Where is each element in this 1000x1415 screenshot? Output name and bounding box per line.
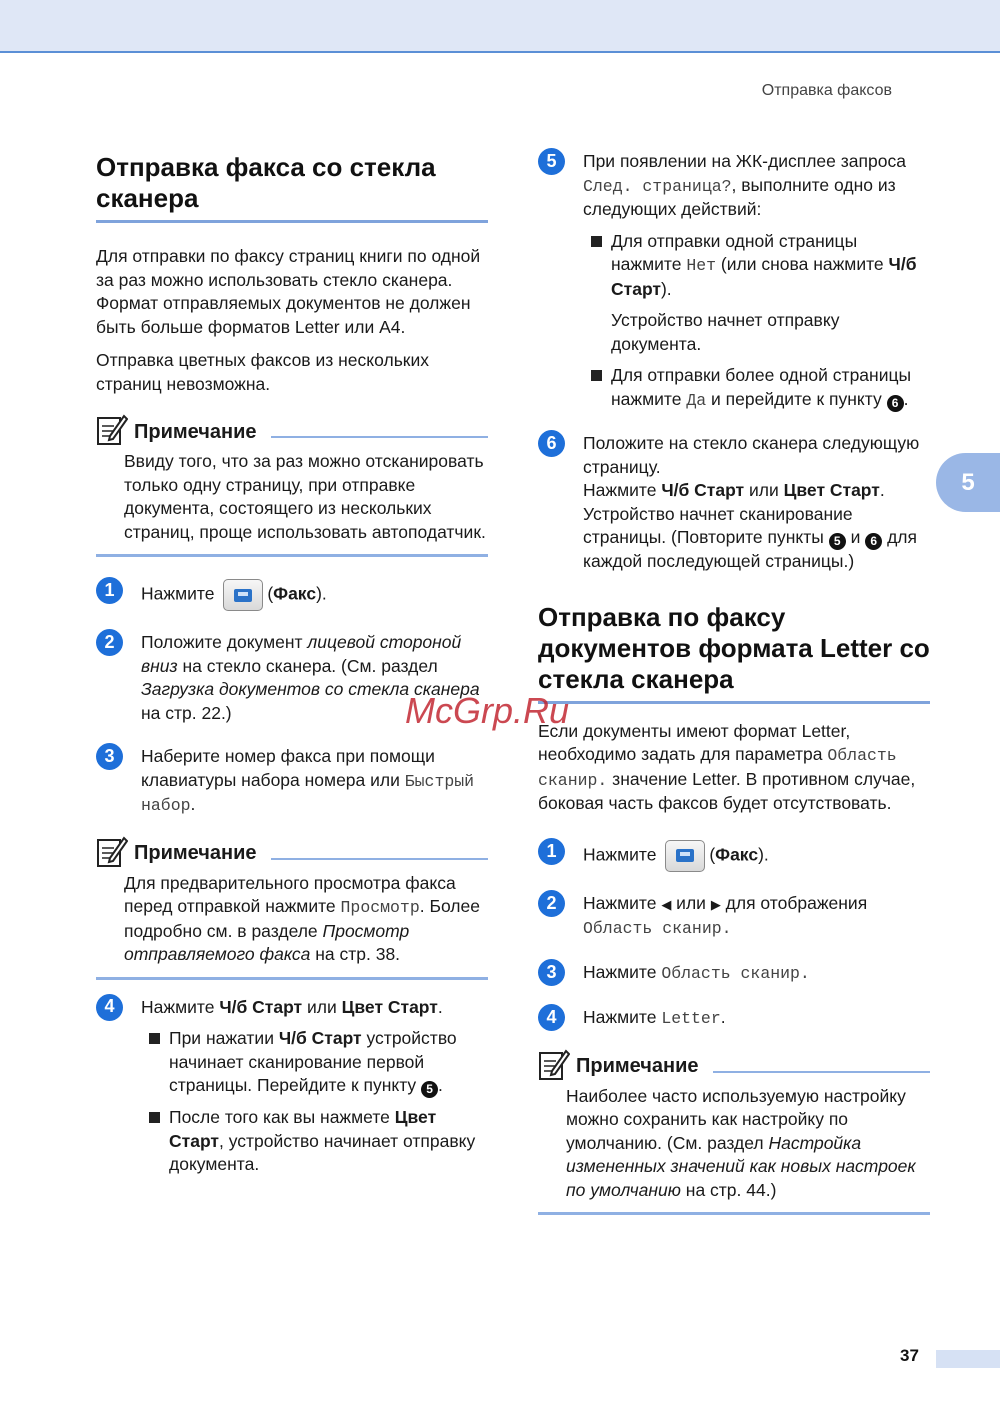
step-text: Нажмите Ч/б Старт или Цвет Старт. При нажатии Ч/б Старт устройство начинает сканирование первой страницы. Перейдите к пункту 5 . После того как вы нажмете Цвет Старт, устройство начинает отправку документа.	[141, 996, 488, 1177]
step-number: 3	[538, 959, 565, 986]
step-text: Нажмите	[141, 583, 215, 604]
step-1: 1 Нажмите (Факс).	[96, 579, 488, 611]
step-text: Нажмите Letter.	[583, 1006, 726, 1028]
right-arrow-icon: ▶	[710, 896, 721, 912]
note-text: Для предварительного просмотра факса перед отправкой нажмите Просмотр. Более подробно см. в разделе Просмотр отправляемого факса на стр. 38.	[124, 872, 480, 964]
step-number: 4	[96, 994, 123, 1021]
bullet-square-icon	[591, 370, 602, 381]
watermark: McGrp.Ru	[405, 690, 570, 731]
note-title: Примечание	[134, 842, 257, 864]
note-rule	[713, 1071, 930, 1073]
step-5	[538, 150, 930, 412]
note-rule	[271, 436, 488, 438]
chapter-tab: 5	[936, 453, 1000, 512]
letter-intro-paragraph: Если документы имеют формат Letter, необходимо задать для параметра Область сканир. значение Letter. В противном случае, боковая часть факсов будет отсутствовать.	[538, 720, 916, 814]
bullet-square-icon	[149, 1112, 160, 1123]
step-text: Нажмите	[583, 844, 657, 865]
letter-step-4	[538, 1006, 930, 1031]
note-box-2	[96, 834, 488, 980]
step-text: Наберите номер факса при помощи клавиатуры набора номера или Быстрый набор.	[141, 746, 475, 815]
bullet-item: После того как вы нажмете Цвет Старт, устройство начинает отправку документа.	[149, 1106, 488, 1177]
section-title-right: Отправка по факсу документов формата Letter со стекла сканера	[538, 602, 930, 704]
bullet-followup: Устройство начнет отправку документа.	[611, 310, 840, 354]
step-ref-badge: 6	[865, 533, 882, 550]
fax-label: Факс	[715, 844, 759, 865]
note-text: Наиболее часто используемую настройку можно сохранить как настройку по умолчанию. (См. раздел Настройка измененных значений как новых настроек по умолчанию на стр. 44.)	[566, 1085, 916, 1200]
note-title: Примечание	[576, 1055, 699, 1078]
note-text: Ввиду того, что за раз можно отсканировать только одну страницу, при отправке документа, состоящего из нескольких страниц, проще использовать автоподатчик.	[124, 451, 486, 542]
bullet-square-icon	[149, 1033, 160, 1044]
step-text: При появлении на ЖК-дисплее запроса След. страница?, выполните одно из следующих действий: Для отправки одной страницы нажмите Нет (или снова нажмите Ч/б Старт). Устройство начнет отправку документа. Для отправки более одной страницы нажмите Да и перейдите к пункту 6 .	[583, 150, 930, 412]
section-title-left: Отправка факса со стекла сканера	[96, 152, 488, 223]
intro-paragraph-2: Отправка цветных факсов из нескольких страниц невозможна.	[96, 350, 429, 394]
top-band	[0, 0, 1000, 53]
step-number: 1	[538, 838, 565, 865]
letter-step-2	[538, 892, 930, 941]
bullet-square-icon	[591, 236, 602, 247]
step-text: Положите на стекло сканера следующую страницу. Нажмите Ч/б Старт или Цвет Старт. Устройство начнет сканирование страницы. (Повторите пункты 5 и 6 для каждой последующей страницы.)	[583, 433, 920, 572]
step-ref-badge: 6	[887, 395, 904, 412]
note-pencil-icon	[96, 412, 128, 446]
note-pencil-icon	[538, 1047, 570, 1081]
letter-step-1: 1 Нажмите (Факс).	[538, 840, 930, 872]
note-box-1	[96, 412, 488, 557]
bullet-item: Для отправки более одной страницы нажмите Да и перейдите к пункту 6 .	[591, 364, 930, 412]
step-ref-badge: 5	[829, 533, 846, 550]
note-pencil-icon	[96, 834, 128, 868]
step-4	[96, 996, 488, 1177]
step-text: Положите документ лицевой стороной вниз на стекло сканера. (См. раздел Загрузка документов со стекла сканера на стр. 22.)	[141, 632, 480, 723]
step-number: 3	[96, 743, 123, 770]
step-number: 1	[96, 577, 123, 604]
footer-bar	[936, 1350, 1000, 1368]
step-3	[96, 745, 488, 818]
step-number: 4	[538, 1004, 565, 1031]
step-text: Нажмите Область сканир.	[583, 961, 810, 983]
fax-button-icon	[223, 579, 263, 611]
step-number: 2	[538, 890, 565, 917]
step-6	[538, 432, 930, 574]
note-box-3	[538, 1047, 930, 1216]
fax-label: Факс	[273, 583, 317, 604]
left-column	[96, 152, 488, 1177]
right-column	[538, 150, 930, 1215]
step-number: 2	[96, 629, 123, 656]
note-rule	[271, 858, 488, 860]
letter-step-3	[538, 961, 930, 986]
step-text: Нажмите ◀ или ▶ для отображения Область сканир.	[583, 892, 868, 939]
fax-button-icon	[665, 840, 705, 872]
left-arrow-icon: ◀	[661, 896, 672, 912]
bullet-item: При нажатии Ч/б Старт устройство начинает сканирование первой страницы. Перейдите к пункту 5 .	[149, 1027, 488, 1098]
step-number: 6	[538, 430, 565, 457]
bullet-item: Для отправки одной страницы нажмите Нет (или снова нажмите Ч/б Старт).	[591, 230, 930, 302]
page-number: 37	[900, 1346, 919, 1365]
note-title: Примечание	[134, 420, 257, 443]
step-number: 5	[538, 148, 565, 175]
intro-paragraph-1: Для отправки по факсу страниц книги по одной за раз можно использовать стекло сканера. Формат отправляемых документов не должен быть больше форматов Letter или A4.	[96, 246, 481, 337]
step-ref-badge: 5	[421, 1081, 438, 1098]
running-header: Отправка факсов	[761, 82, 892, 99]
